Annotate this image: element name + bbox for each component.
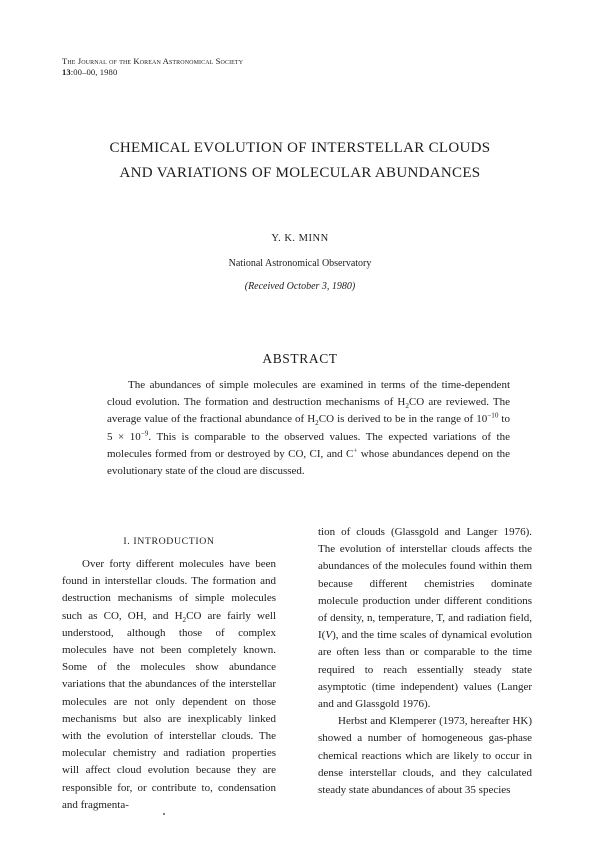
abstract-text-2: CO are reviewed. The average value of the fractional abundance of H bbox=[107, 396, 510, 426]
abstract-heading: ABSTRACT bbox=[262, 351, 338, 366]
intro-p2-text-a: tion of clouds (Glassgold and Langer 1976). The evolution of interstellar clouds affects the abundances of the molecules found within them because different chemistries dominate molecule production under different conditions of density, n, temperature, T, and radiation field, I( bbox=[318, 526, 532, 642]
abstract-text-3: CO is derived to be in the range of 10 bbox=[318, 413, 488, 426]
title-line-2: AND VARIATIONS OF MOLECULAR ABUNDANCES bbox=[119, 165, 481, 181]
intro-paragraph-1 bbox=[62, 556, 276, 814]
abstract-text-4: to 5 × 10 bbox=[107, 413, 510, 443]
abstract-text-6: whose abundances depend on the evolutionary state of the cloud are discussed. bbox=[107, 447, 511, 478]
page-mark bbox=[163, 813, 165, 815]
journal-volume-line bbox=[62, 67, 243, 78]
right-column bbox=[318, 524, 532, 799]
intro-paragraph-2 bbox=[318, 524, 532, 713]
abstract-paragraph bbox=[107, 377, 510, 480]
intro-p2-text-b: ), and the time scales of dynamical evolution are often less than or comparable to the time required to reach essentially steady state asymptotic (time independent) values (Langer and and Glassgold 1976). bbox=[318, 629, 532, 711]
abstract-sup-3: + bbox=[353, 446, 358, 455]
abstract-text-5: . This is comparable to the observed values. The expected variations of the molecules formed from or destroyed by CO, CI, and C bbox=[107, 430, 510, 460]
intro-p1-text-a: Over forty different molecules have been found in interstellar clouds. The formation and destruction mechanisms of simple molecules such as CO, OH, and H bbox=[62, 558, 276, 622]
intro-p1-text-b: CO are fairly well understood, although those of complex molecules have not been completely known. Some of the molecules show abundance variations that the abundances of the interstellar molecules are not only dependent on those mechanisms but also are inexplicably linked with the evolution of interstellar clouds. The molecular chemistry and radiation properties will affect cloud evolution because they are responsible for, or contribute to, condensation and fragmenta- bbox=[62, 609, 276, 811]
abstract-sub-1: 2 bbox=[405, 402, 409, 411]
abstract-body bbox=[107, 377, 510, 480]
abstract-sub-2: 2 bbox=[315, 419, 319, 428]
journal-header bbox=[62, 56, 243, 78]
intro-p1-sub: 2 bbox=[182, 615, 187, 624]
journal-pages: :00–00, 1980 bbox=[70, 67, 118, 77]
intro-p2-italic: V bbox=[325, 629, 333, 642]
abstract-sup-1: −10 bbox=[487, 411, 499, 420]
journal-volume: 13 bbox=[62, 67, 71, 77]
affiliation: National Astronomical Observatory bbox=[228, 258, 372, 269]
abstract-sup-2: −9 bbox=[140, 428, 149, 437]
paper-title bbox=[60, 136, 540, 186]
received-date: (Received October 3, 1980) bbox=[244, 281, 356, 292]
section-heading-introduction: I. INTRODUCTION bbox=[123, 536, 215, 547]
title-line-1: CHEMICAL EVOLUTION OF INTERSTELLAR CLOUDS bbox=[109, 140, 491, 156]
intro-paragraph-3: Herbst and Klemperer (1973, hereafter HK) showed a number of homogeneous gas-phase chemical reactions which are likely to occur in dense interstellar clouds, and they calculated steady state abundances of about 35 species bbox=[318, 715, 532, 797]
author: Y. K. MINN bbox=[271, 233, 329, 244]
journal-name: The Journal of the Korean Astronomical Society bbox=[62, 56, 244, 66]
left-column bbox=[62, 556, 276, 814]
abstract-text-1: The abundances of simple molecules are examined in terms of the time-dependent cloud evolution. The formation and destruction mechanisms of H bbox=[107, 379, 510, 409]
